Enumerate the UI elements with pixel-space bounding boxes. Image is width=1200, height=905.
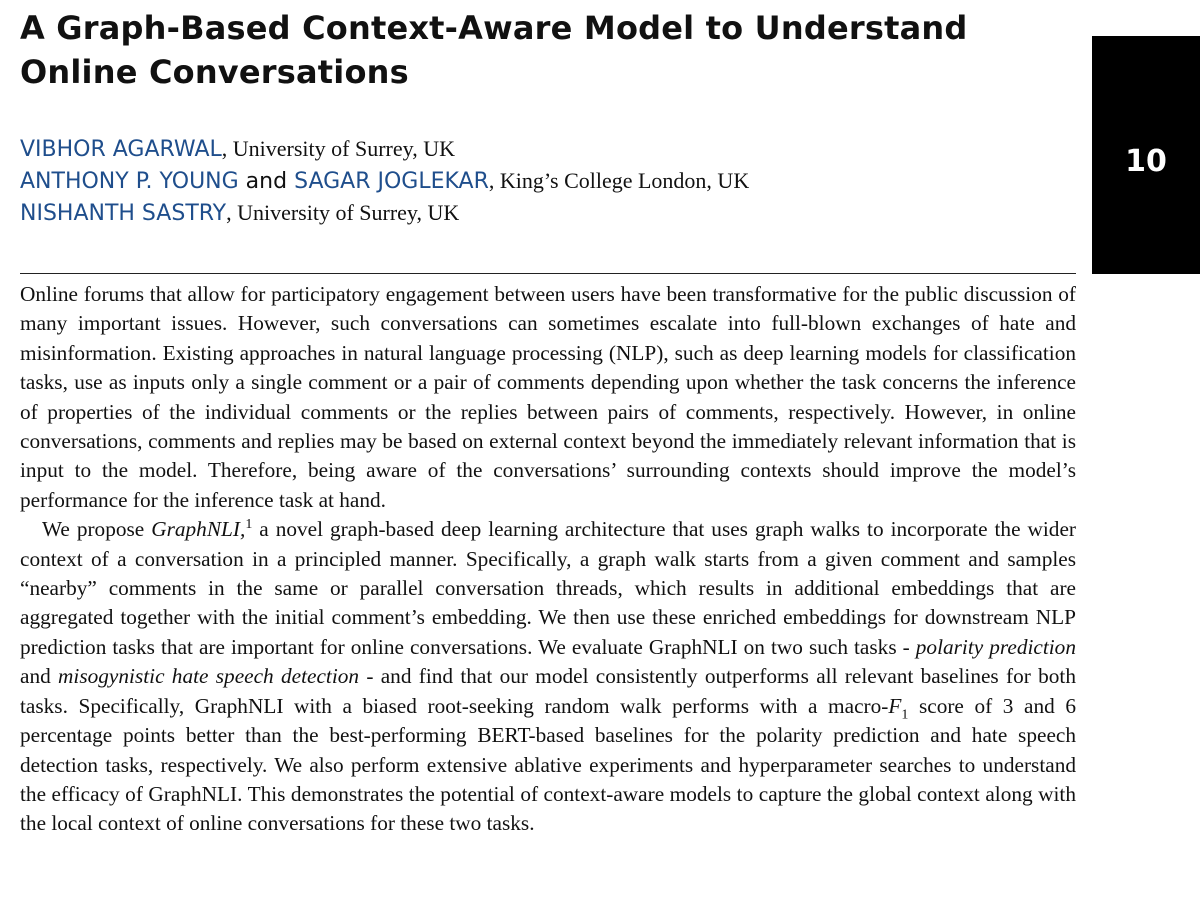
abstract-paragraph-2 bbox=[20, 515, 1076, 838]
author-affiliation: , University of Surrey, UK bbox=[221, 136, 455, 161]
author-line-2 bbox=[20, 165, 1070, 197]
task-name-polarity: polarity prediction bbox=[915, 634, 1076, 659]
author-affiliation: , King’s College London, UK bbox=[488, 168, 750, 193]
metric-symbol: F bbox=[888, 693, 902, 718]
abstract-paragraph-1: Online forums that allow for participatory engagement between users have been transformative for the public discussion of many important issues. However, such conversations can sometimes escalate into full-blown exchanges of hate and misinformation. Existing approaches in natural language processing (NLP), such as deep learning models for classification tasks, use as inputs only a single comment or a pair of comments depending upon whether the task concerns the inference of properties of the individual comments or the replies between pairs of comments, respectively. However, in online conversations, comments and replies may be based on external context beyond the immediately relevant information that is input to the model. Therefore, being aware of the conversations’ surrounding contexts should improve the model’s performance for the inference task at hand. bbox=[20, 282, 1076, 512]
abstract-text: a novel graph-based deep learning architecture that uses graph walks to incorporate the wider context of a conversation in a principled manner. Specifically, a graph walk starts from a given comment and samples “nearby” comments in the same or parallel conversation threads, which results in additional embeddings that are aggregated together with the initial comment’s embedding. We then use these enriched embeddings for downstream NLP prediction tasks that are important for online conversations. We evaluate GraphNLI on two such tasks - bbox=[20, 517, 1076, 659]
header-divider bbox=[20, 273, 1076, 274]
metric-subscript: 1 bbox=[901, 706, 909, 722]
task-name-hate-speech: misogynistic hate speech detection bbox=[58, 664, 360, 689]
abstract bbox=[20, 280, 1076, 839]
model-name: GraphNLI, bbox=[151, 517, 246, 542]
abstract-text: We propose bbox=[42, 517, 152, 542]
author-line-3 bbox=[20, 197, 1070, 229]
page-number-box bbox=[1092, 36, 1200, 274]
footnote-marker[interactable]: 1 bbox=[245, 517, 253, 533]
abstract-text: - and find that our model consistently outperforms all relevant baselines for both tasks. Specifically, GraphNLI with a biased root-seeking random walk performs with a macro- bbox=[20, 664, 1076, 718]
paper-title: A Graph-Based Context-Aware Model to Understand Online Conversations bbox=[20, 9, 968, 91]
author-name: NISHANTH SASTRY bbox=[20, 201, 227, 226]
author-connector: and bbox=[238, 169, 295, 194]
page-number: 10 bbox=[1125, 144, 1167, 179]
author-list bbox=[20, 133, 1070, 229]
abstract-text: score of 3 and 6 percentage points better than the best-performing BERT-based baselines for the polarity prediction and hate speech detection tasks, respectively. We also perform extensive ablative experiments and hyperparameter searches to understand the efficacy of GraphNLI. This demonstrates the potential of context-aware models to capture the global context along with the local context of online conversations for these two tasks. bbox=[20, 693, 1076, 836]
author-name: ANTHONY P. YOUNG bbox=[20, 169, 239, 194]
abstract-text: and bbox=[20, 664, 59, 689]
author-name: VIBHOR AGARWAL bbox=[20, 137, 222, 162]
author-affiliation: , University of Surrey, UK bbox=[226, 200, 460, 225]
author-line-1 bbox=[20, 133, 1070, 165]
author-name: SAGAR JOGLEKAR bbox=[294, 169, 489, 194]
